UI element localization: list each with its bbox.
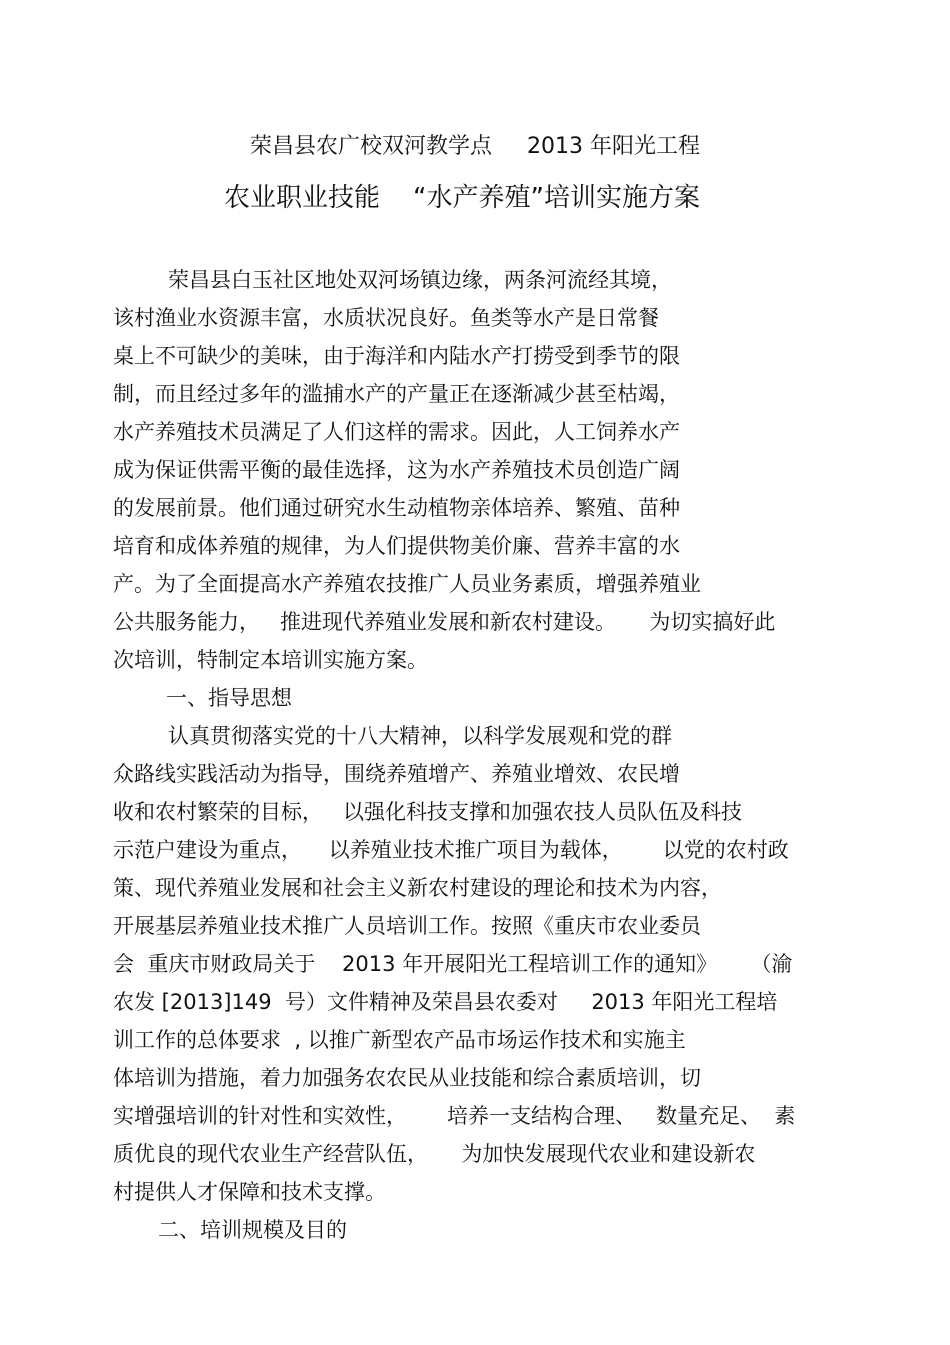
paragraph-line: 水产养殖技术员满足了人们这样的需求。因此，人工饲养水产: [113, 420, 680, 444]
paragraph-line: 该村渔业水资源丰富，水质状况良好。鱼类等水产是日常餐: [113, 306, 659, 330]
paragraph-line: 收和农村繁荣的目标， 以强化科技支撑和加强农技人员队伍及科技: [113, 800, 743, 824]
paragraph-line: 质优良的现代农业生产经营队伍， 为加快发展现代农业和建设新农: [113, 1142, 756, 1166]
document-title-line-2: 农业职业技能 “水产养殖”培训实施方案: [224, 183, 700, 213]
paragraph-line: 村提供人才保障和技术支撑。: [113, 1180, 386, 1204]
paragraph-line: 体培训为措施，着力加强务农农民从业技能和综合素质培训，切: [113, 1066, 701, 1090]
paragraph-line: 农发 [2013]149 号）文件精神及荣昌县农委对 2013 年阳光工程培: [113, 990, 778, 1014]
paragraph-line: 示范户建设为重点， 以养殖业技术推广项目为载体， 以党的农村政: [113, 838, 789, 862]
paragraph-line: 实增强培训的针对性和实效性， 培养一支结构合理、 数量充足、 素: [113, 1104, 796, 1128]
paragraph-line: 产。为了全面提高水产养殖农技推广人员业务素质，增强养殖业: [113, 572, 701, 596]
section-heading: 二、培训规模及目的: [158, 1218, 347, 1242]
document-title-line-1: 荣昌县农广校双河教学点 2013 年阳光工程: [250, 134, 700, 159]
paragraph-line: 众路线实践活动为指导，围绕养殖增产、养殖业增效、农民增: [113, 762, 680, 786]
paragraph-line: 会 重庆市财政局关于 2013 年开展阳光工程培训工作的通知》 （渝: [113, 952, 793, 976]
paragraph-line: 认真贯彻落实党的十八大精神，以科学发展观和党的群: [168, 724, 672, 748]
paragraph-line: 策、现代养殖业发展和社会主义新农村建设的理论和技术为内容，: [113, 876, 722, 900]
section-heading: 一、指导思想: [166, 686, 292, 710]
paragraph-line: 开展基层养殖业技术推广人员培训工作。按照《重庆市农业委员: [113, 914, 701, 938]
paragraph-line: 公共服务能力， 推进现代养殖业发展和新农村建设。 为切实搞好此: [113, 610, 776, 634]
paragraph-line: 成为保证供需平衡的最佳选择，这为水产养殖技术员创造广阔: [113, 458, 680, 482]
paragraph-line: 的发展前景。他们通过研究水生动植物亲体培养、繁殖、苗种: [113, 496, 680, 520]
paragraph-line: 桌上不可缺少的美味，由于海洋和内陆水产打捞受到季节的限: [113, 344, 680, 368]
paragraph-line: 制，而且经过多年的滥捕水产的产量正在逐渐减少甚至枯竭，: [113, 382, 680, 406]
paragraph-line: 训工作的总体要求 , 以推广新型农产品市场运作技术和实施主: [113, 1028, 686, 1052]
paragraph-line: 荣昌县白玉社区地处双河场镇边缘，两条河流经其境，: [168, 268, 672, 292]
paragraph-line: 次培训，特制定本培训实施方案。: [113, 648, 428, 672]
paragraph-line: 培育和成体养殖的规律，为人们提供物美价廉、营养丰富的水: [113, 534, 680, 558]
